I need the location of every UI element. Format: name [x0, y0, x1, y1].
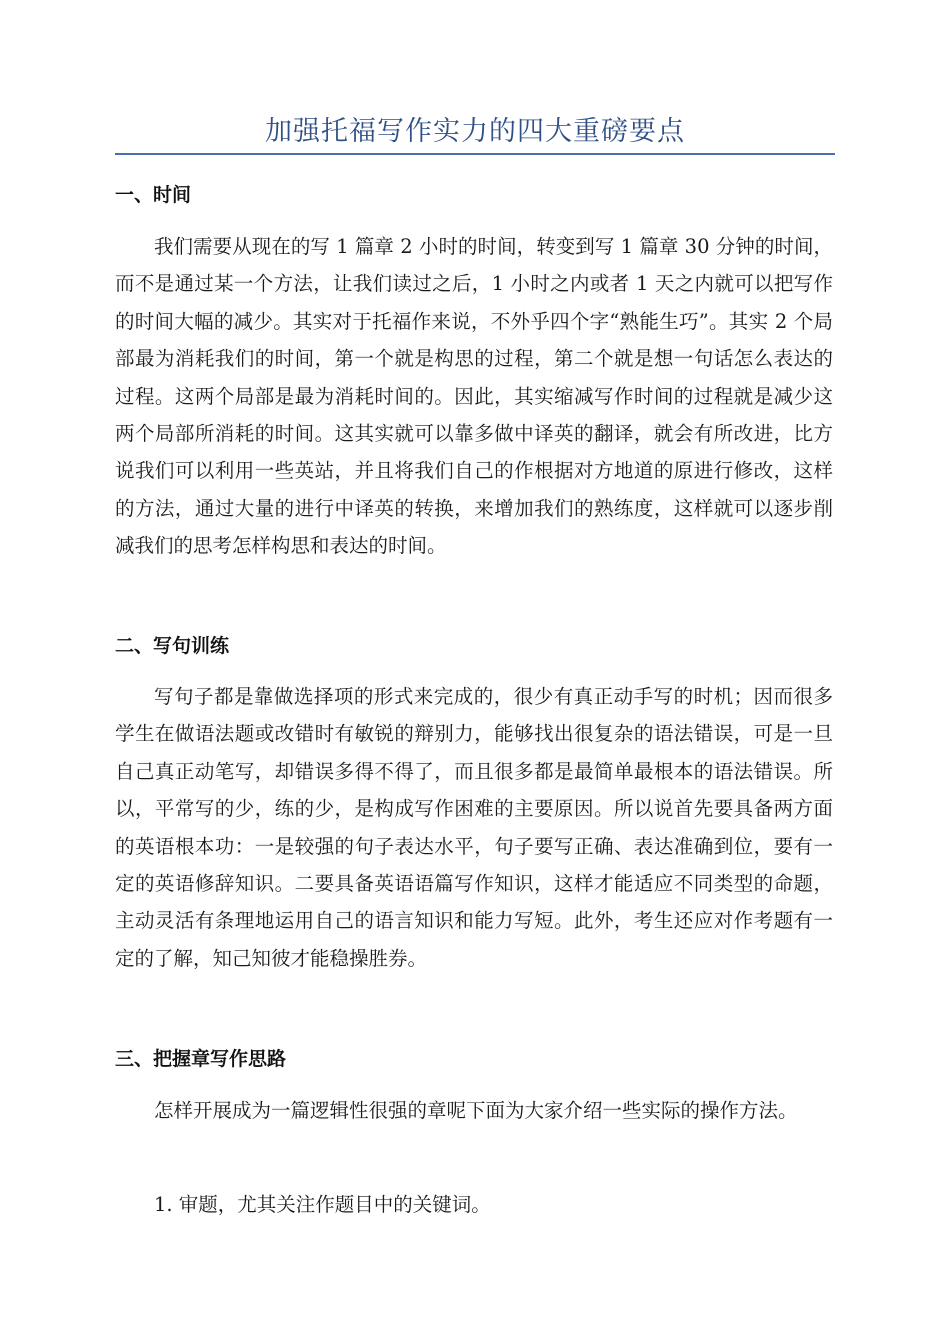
section-heading-sentence-training: 二、写句训练 — [115, 635, 230, 657]
section-paragraph-time: 我们需要从现在的写 1 篇章 2 小时的时间，转变到写 1 篇章 30 分钟的时间，而不是通过某一个方法，让我们读过之后，1 小时之内或者 1 天之内就可以把写作的时间大幅的减少。其实对于托福作来说，不外乎四个字“熟能生巧”。其实 2 个局部最为消耗我们的时间，第一个就是构思的过程，第二个就是想一句话怎么表达的过程。这两个局部是最为消耗时间的。因此，其实缩减写作时间的过程就是减少这两个局部所消耗的时间。这其实就可以靠多做中译英的翻译，就会有所改进，比方说我们可以利用一些英站，并且将我们自己的作根据对方地道的原进行修改，这样的方法，通过大量的进行中译英的转换，来增加我们的熟练度，这样就可以逐步削减我们的思考怎样构思和表达的时间。 — [115, 235, 833, 558]
page-title: 加强托福写作实力的四大重磅要点 — [265, 116, 685, 147]
title-underline — [115, 153, 835, 155]
section-paragraph-writing-approach: 怎样开展成为一篇逻辑性很强的章呢下面为大家介绍一些实际的操作方法。 — [154, 1099, 798, 1122]
section-heading-writing-approach: 三、把握章写作思路 — [115, 1048, 287, 1070]
section-paragraph-sentence-training: 写句子都是靠做选择项的形式来完成的，很少有真正动手写的时机；因而很多学生在做语法题或改错时有敏锐的辩别力，能够找出很复杂的语法错误，可是一旦自己真正动笔写，却错误多得不得了，而且很多都是最简单最根本的语法错误。所以，平常写的少，练的少，是构成写作困难的主要原因。所以说首先要具备两方面的英语根本功：一是较强的句子表达水平，句子要写正确、表达准确到位，要有一定的英语修辞知识。二要具备英语语篇写作知识，这样才能适应不同类型的命题，主动灵活有条理地运用自己的语言知识和能力写短。此外，考生还应对作考题有一定的了解，知己知彼才能稳操胜券。 — [115, 685, 833, 970]
section-heading-time: 一、时间 — [115, 184, 192, 206]
list-item: 1. 审题，尤其关注作题目中的关键词。 — [154, 1193, 491, 1216]
